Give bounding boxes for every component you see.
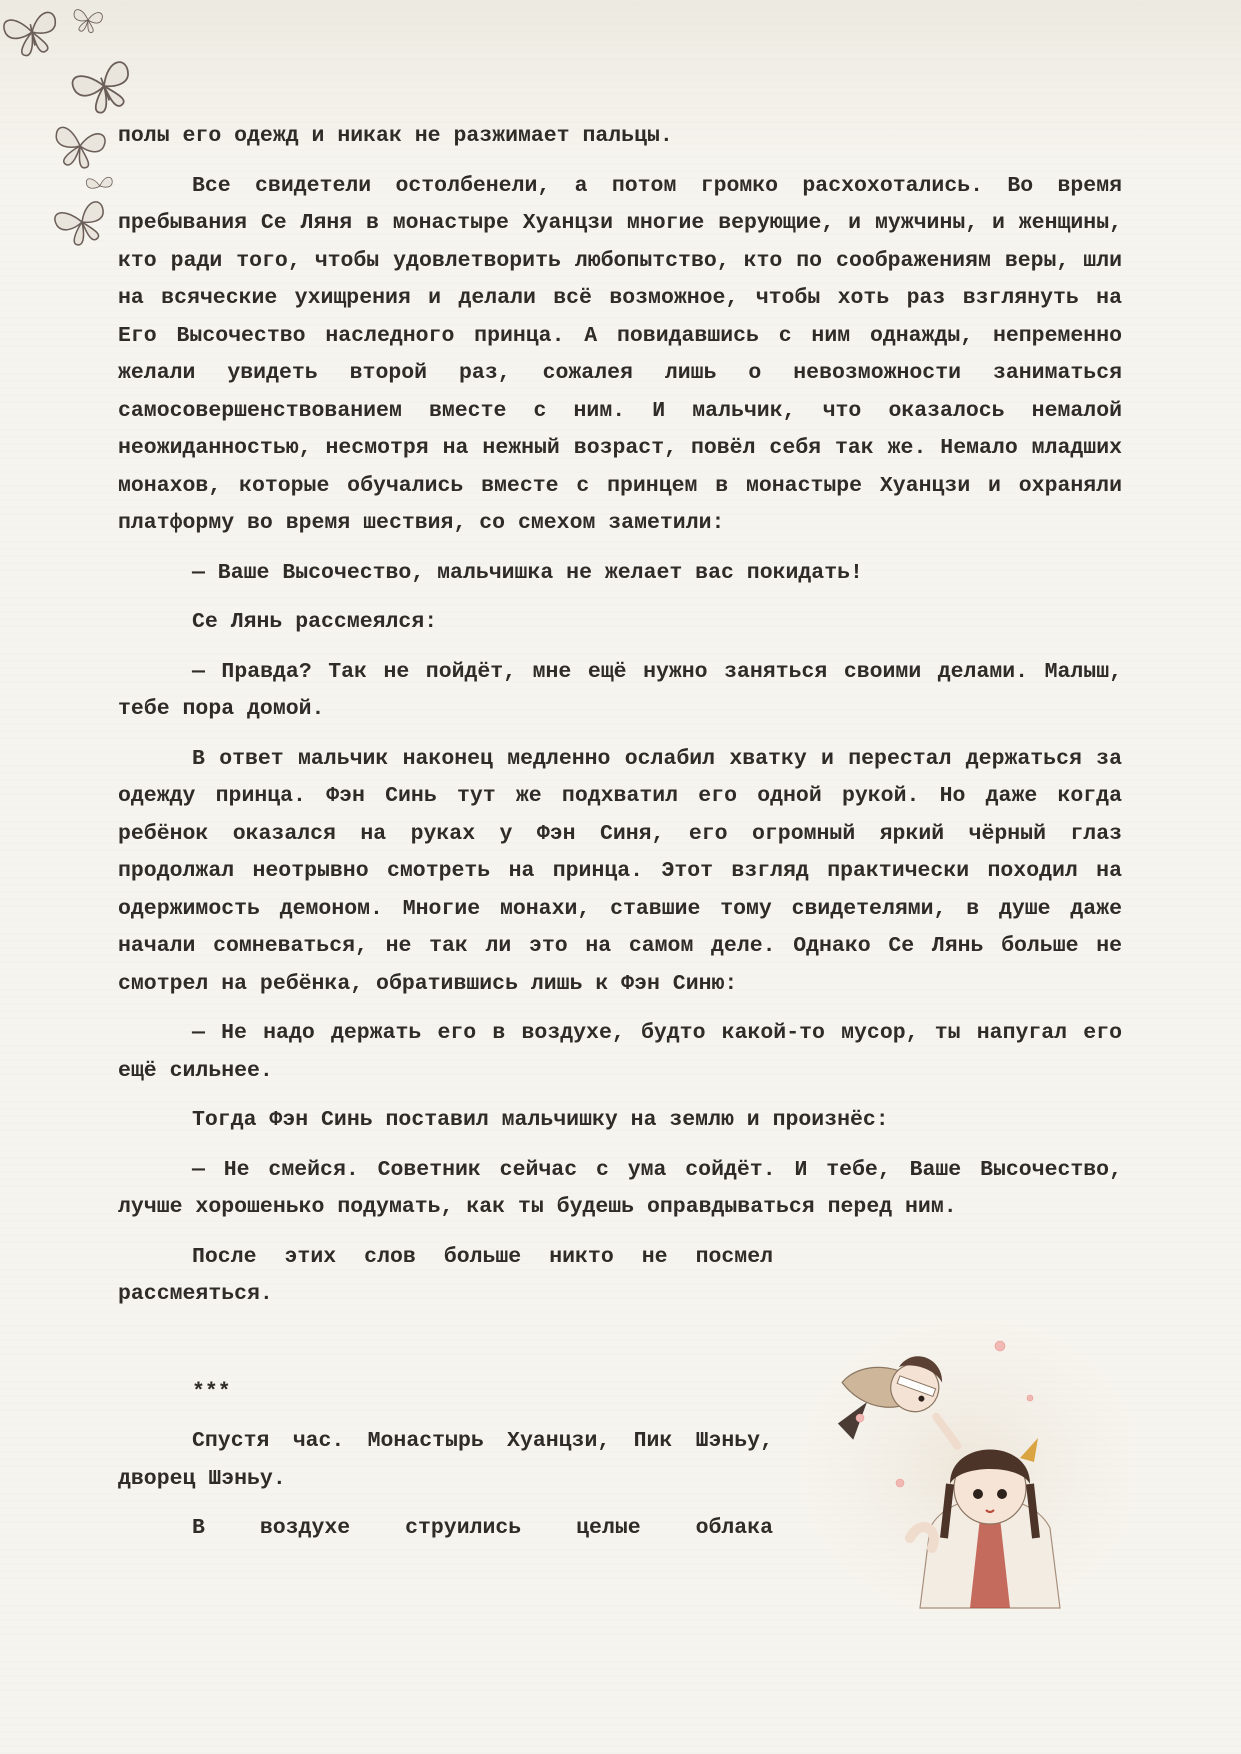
paragraph: Се Лянь рассмеялся:	[192, 610, 438, 634]
paragraph: В ответ мальчик наконец медленно ослабил хватку и перестал держаться за одежду принца. Фэн Синь тут же подхватил его одной рукой. Но даже когда ребёнок оказался на руках у Фэн Синя, его огромный яркий чёрный глаз продолжал неотрывно смотреть на принца. Этот взгляд практически походил на одержимость демоном. Многие монахи, ставшие тому свидетелями, в душе даже начали сомневаться, не так ли это на самом деле. Однако Се Лянь больше не смотрел на ребёнка, обратившись лишь к Фэн Синю:	[118, 746, 1122, 996]
dialogue-line: — Ваше Высочество, мальчишка не желает вас покидать!	[192, 560, 863, 585]
paragraph: полы его одежд и никак не разжимает пальцы.	[118, 124, 673, 148]
dialogue-line: — Не смейся. Советник сейчас с ума сойдёт. И тебе, Ваше Высочество, лучше хорошенько подумать, как ты будешь оправдываться перед ним.	[118, 1157, 1122, 1219]
paragraph: В воздухе струились целые облака	[192, 1516, 773, 1540]
scene-break: ***	[192, 1379, 231, 1404]
paragraph: После этих слов больше никто не посмел рассмеяться.	[118, 1244, 773, 1306]
page-body	[118, 118, 1122, 1560]
dialogue-line: — Правда? Так не пойдёт, мне ещё нужно заняться своими делами. Малыш, тебе пора домой.	[118, 659, 1122, 721]
paragraph: Тогда Фэн Синь поставил мальчишку на землю и произнёс:	[192, 1108, 889, 1132]
dialogue-line: — Не надо держать его в воздухе, будто какой-то мусор, ты напугал его ещё сильнее.	[118, 1021, 1122, 1083]
paragraph: Спустя час. Монастырь Хуанцзи, Пик Шэньу, дворец Шэньу.	[118, 1429, 773, 1491]
paragraph: Все свидетели остолбенели, а потом громко расхохотались. Во время пребывания Се Ляня в монастыре Хуанцзи многие верующие, и мужчины, и женщины, кто ради того, чтобы удовлетворить любопытство, кто по соображениям веры, шли на всяческие ухищрения и делали всё возможное, чтобы хоть раз взглянуть на Его Высочество наследного принца. А повидавшись с ним однажды, непременно желали увидеть второй раз, сожалея лишь о невозможности заниматься самосовершенствованием вместе с ним. И мальчик, что оказалось немалой неожиданностью, несмотря на нежный возраст, повёл себя так же. Немало младших монахов, которые обучались вместе с принцем в монастыре Хуанцзи и охраняли платформу во время шествия, со смехом заметили:	[118, 173, 1122, 535]
